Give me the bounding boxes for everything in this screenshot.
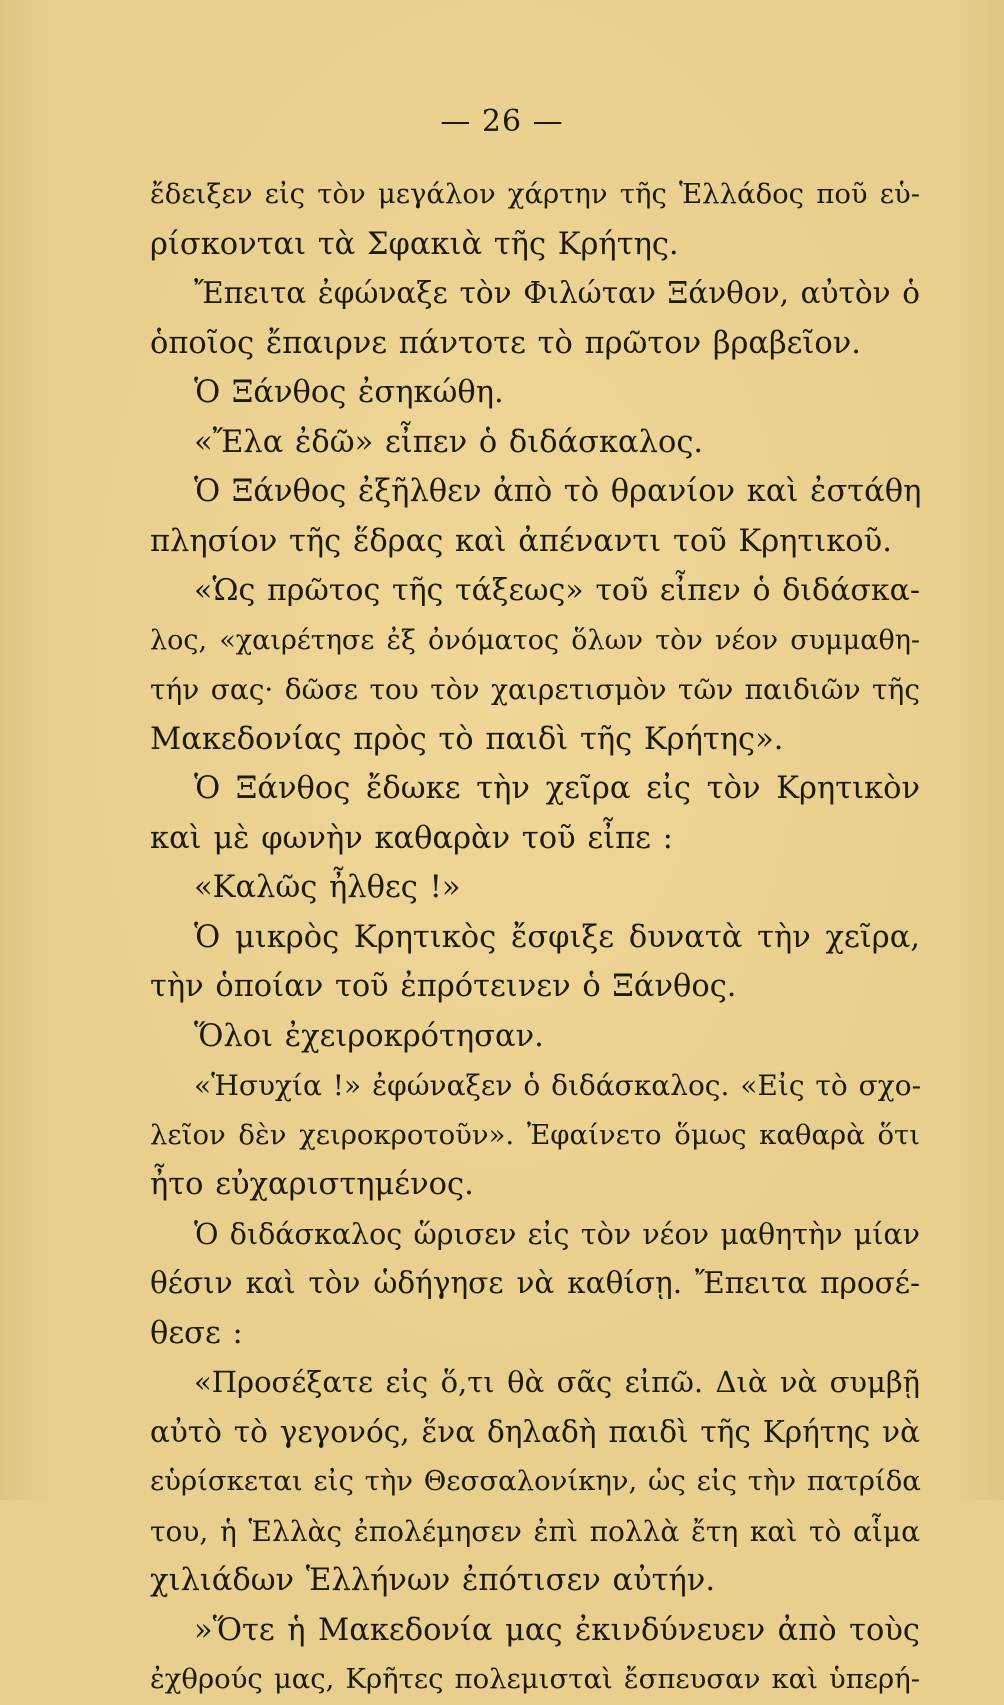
text-line: λος, «χαιρέτησε ἐξ ὀνόματος ὅλων τὸν νέον συμμαθη- <box>150 624 920 656</box>
text-line: αὐτὸ τὸ γεγονός, ἕνα δηλαδὴ παιδὶ τῆς Κρήτης νὰ <box>150 1414 920 1449</box>
text-line: πλησίον τῆς ἕδρας καὶ ἀπέναντι τοῦ Κρητικοῦ. <box>150 523 892 559</box>
text-line: Ὁ διδάσκαλος ὥρισεν εἰς τὸν νέον μαθητὴν μίαν <box>194 1217 920 1251</box>
text-line: ἔδειξεν εἰς τὸν μεγάλον χάρτην τῆς Ἑλλάδος ποῦ εὑ- <box>150 178 920 210</box>
page-number: — 26 — <box>440 104 564 139</box>
text-line: τήν σας· δῶσε του τὸν χαιρετισμὸν τῶν παιδιῶν τῆς <box>150 673 920 706</box>
text-line: χιλιάδων Ἑλλήνων ἐπότισεν αὐτήν. <box>150 1563 716 1598</box>
text-line: Ὁ Ξάνθος ἐσηκώθη. <box>194 375 504 410</box>
text-line: ἦτο εὐχαριστημένος. <box>150 1167 474 1202</box>
text-line: «Ἔλα ἐδῶ» εἶπεν ὁ διδάσκαλος. <box>194 424 704 460</box>
text-line: ἐχθρούς μας, Κρῆτες πολεμισταὶ ἔσπευσαν καὶ ὑπερή- <box>150 1663 920 1695</box>
text-line: ὁποῖος ἔπαιρνε πάντοτε τὸ πρῶτον βραβεῖον. <box>150 325 861 361</box>
text-line: τὴν ὁποίαν τοῦ ἐπρότεινεν ὁ Ξάνθος. <box>150 969 737 1004</box>
text-line: Ἔπειτα ἐφώναξε τὸν Φιλώταν Ξάνθον, αὐτὸν ὁ <box>194 276 920 310</box>
text-line: του, ἡ Ἑλλὰς ἐπολέμησεν ἐπὶ πολλὰ ἔτη καὶ τὸ αἷμα <box>150 1514 920 1548</box>
text-line: «Ἡσυχία !» ἐφώναξεν ὁ διδάσκαλος. «Εἰς τὸ σχο- <box>194 1069 922 1102</box>
text-line: Ὁ Ξάνθος ἐξῆλθεν ἀπὸ τὸ θρανίον καὶ ἐστάθη <box>194 474 922 509</box>
text-line: Ὁ Ξάνθος ἔδωκε τὴν χεῖρα εἰς τὸν Κρητικὸν <box>194 771 920 806</box>
text-line: καὶ μὲ φωνὴν καθαρὰν τοῦ εἶπε : <box>150 820 673 856</box>
text-line: εὑρίσκεται εἰς τὴν Θεσσαλονίκην, ὡς εἰς τὴν πατρίδα <box>150 1465 921 1497</box>
text-line: »Ὅτε ἡ Μακεδονία μας ἐκινδύνευεν ἀπὸ τοὺς <box>194 1612 920 1648</box>
text-line: λεῖον δὲν χειροκροτοῦν». Ἐφαίνετο ὅμως καθαρὰ ὅτι <box>150 1118 920 1151</box>
text-line: «Προσέξατε εἰς ὅ,τι θὰ σᾶς εἰπῶ. Διὰ νὰ συμβῇ <box>194 1365 920 1399</box>
text-line: Ὁ μικρὸς Κρητικὸς ἔσφιξε δυνατὰ τὴν χεῖρα, <box>194 919 920 955</box>
text-line: Μακεδονίας πρὸς τὸ παιδὶ τῆς Κρήτης». <box>150 721 784 757</box>
text-line: Ὅλοι ἐχειροκρότησαν. <box>194 1018 544 1054</box>
text-line: θέσιν καὶ τὸν ὡδήγησε νὰ καθίσῃ. Ἔπειτα προσέ- <box>150 1266 920 1300</box>
text-line: ρίσκονται τὰ Σφακιὰ τῆς Κρήτης. <box>150 226 679 262</box>
text-line: «Ὡς πρῶτος τῆς τάξεως» τοῦ εἶπεν ὁ διδάσκα- <box>194 573 920 608</box>
text-line: «Καλῶς ἦλθες !» <box>194 870 461 905</box>
body-text <box>150 170 920 1705</box>
text-line: θεσε : <box>150 1315 243 1351</box>
